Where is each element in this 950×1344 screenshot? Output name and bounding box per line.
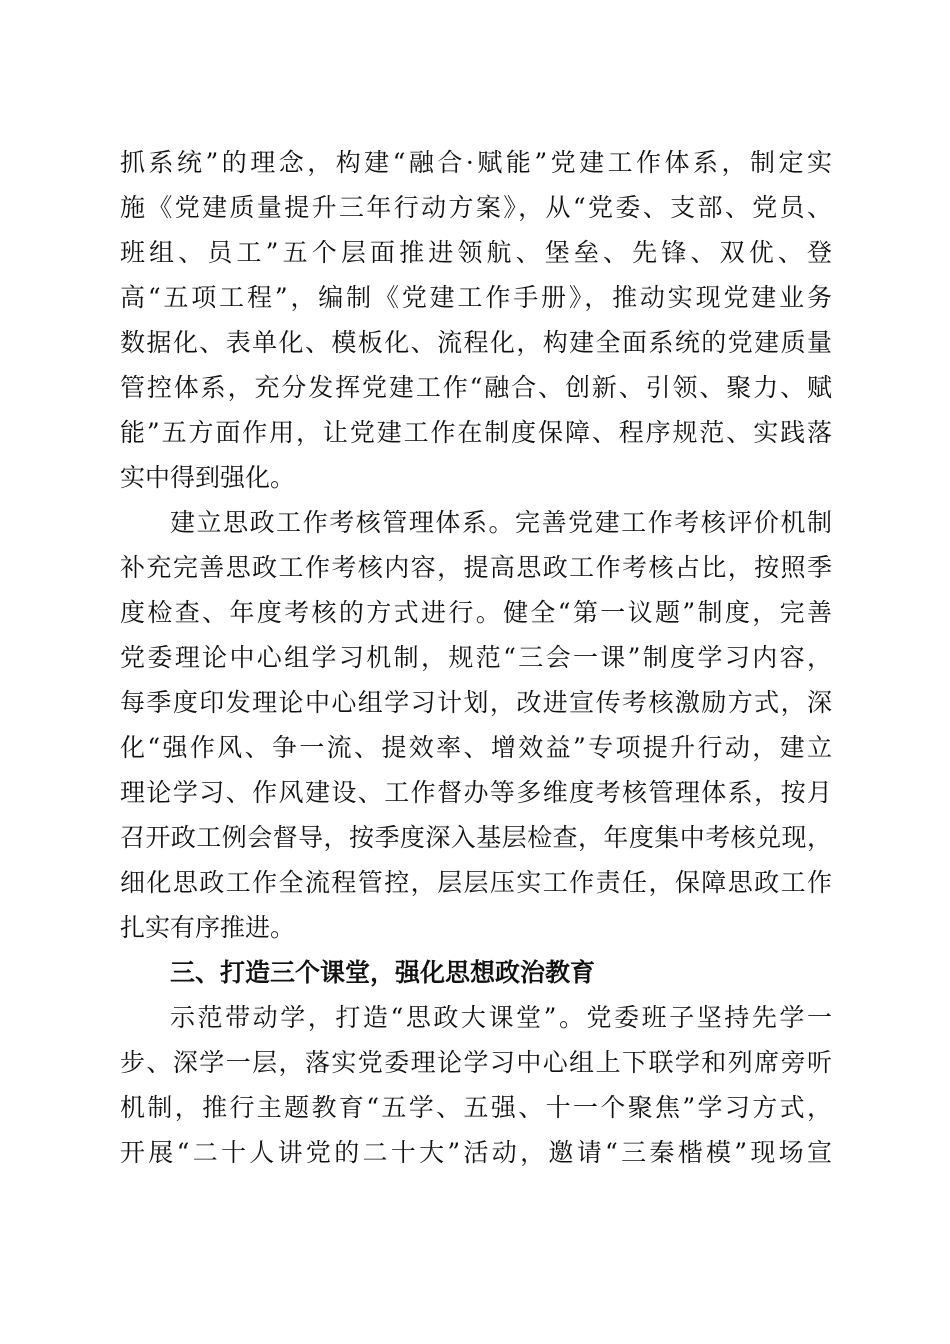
section-heading: 三、打造三个课堂，强化思想政治教育 (170, 958, 596, 987)
paragraph-line: 化“强作风、争一流、提效率、增效益”专项提升行动，建立 (120, 733, 832, 762)
paragraph-3 (120, 995, 832, 1175)
paragraph-line: 每季度印发理论中心组学习计划，改进宣传考核激励方式，深 (120, 688, 832, 717)
paragraph-line: 抓系统”的理念，构建“融合·赋能”党建工作体系，制定实 (120, 148, 832, 177)
paragraph-line: 扎实有序推进。 (120, 913, 296, 942)
document-body (120, 140, 832, 1175)
paragraph-line: 高“五项工程”，编制《党建工作手册》，推动实现党建业务 (120, 283, 832, 312)
paragraph-1 (120, 140, 832, 500)
paragraph-line: 召开政工例会督导，按季度深入基层检查，年度集中考核兑现， (120, 823, 832, 852)
paragraph-line: 施《党建质量提升三年行动方案》，从“党委、支部、党员、 (120, 193, 832, 222)
paragraph-line: 能”五方面作用，让党建工作在制度保障、程序规范、实践落 (120, 418, 832, 447)
paragraph-line: 开展“二十人讲党的二十大”活动，邀请“三秦楷模”现场宣 (120, 1138, 832, 1167)
paragraph-line: 机制，推行主题教育“五学、五强、十一个聚焦”学习方式， (120, 1093, 832, 1122)
paragraph-line: 管控体系，充分发挥党建工作“融合、创新、引领、聚力、赋 (120, 373, 832, 402)
paragraph-line: 补充完善思政工作考核内容，提高思政工作考核占比，按照季 (120, 553, 832, 582)
paragraph-line: 理论学习、作风建设、工作督办等多维度考核管理体系，按月 (120, 778, 832, 807)
paragraph-2 (120, 500, 832, 950)
paragraph-line: 数据化、表单化、模板化、流程化，构建全面系统的党建质量 (120, 328, 832, 357)
paragraph-line: 党委理论中心组学习机制，规范“三会一课”制度学习内容， (120, 643, 832, 672)
paragraph-line: 班组、员工”五个层面推进领航、堡垒、先锋、双优、登 (120, 238, 832, 267)
paragraph-line: 示范带动学，打造“思政大课堂”。党委班子坚持先学一 (170, 1003, 832, 1032)
paragraph-line: 度检查、年度考核的方式进行。健全“第一议题”制度，完善 (120, 598, 832, 627)
paragraph-line: 实中得到强化。 (120, 463, 296, 492)
paragraph-line: 细化思政工作全流程管控，层层压实工作责任，保障思政工作 (120, 868, 832, 897)
paragraph-line: 建立思政工作考核管理体系。完善党建工作考核评价机制 (170, 508, 832, 537)
paragraph-line: 步、深学一层，落实党委理论学习中心组上下联学和列席旁听 (120, 1048, 832, 1077)
